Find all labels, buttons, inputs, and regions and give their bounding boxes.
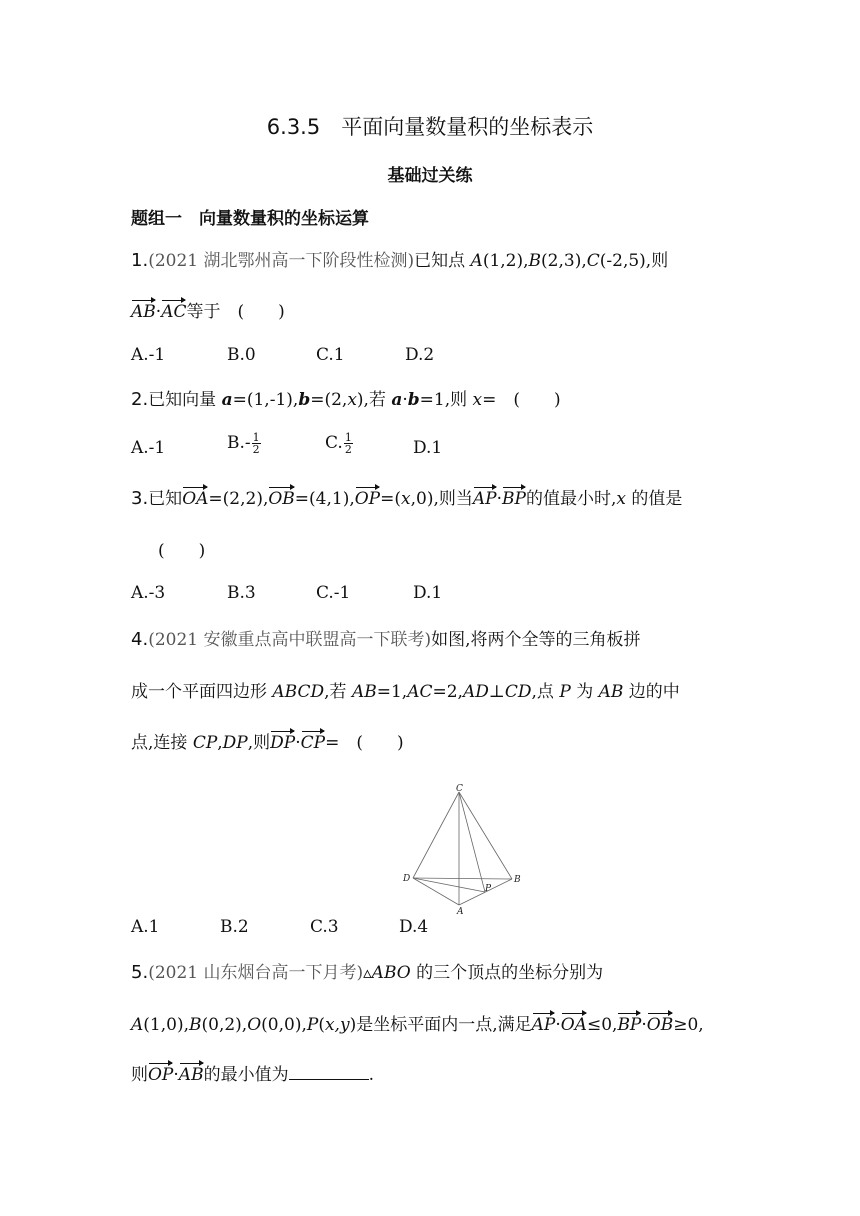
q3-text: =(2,2), [208, 489, 269, 509]
q3-text: =(4,1), [294, 489, 355, 509]
q1-a-coord: (1,2), [482, 251, 529, 271]
segment-ac: AC [407, 682, 433, 702]
q4-text: =2, [432, 682, 463, 702]
q1-number: 1. [131, 250, 149, 271]
q1-option-a: A.-1 [131, 345, 166, 365]
q1-point-a: A [470, 251, 483, 271]
segment-db [413, 878, 512, 879]
q4-text: ,则 [247, 733, 271, 753]
q5-text: ≤0, [586, 1015, 618, 1035]
q5-number: 5. [131, 962, 149, 983]
vector-bp: BP [617, 1015, 642, 1035]
q3-number: 3. [131, 488, 149, 509]
point-o: O [247, 1015, 262, 1035]
q5-text: . [368, 1065, 374, 1085]
q1-text: 已知点 [414, 251, 471, 271]
vector-a: a [391, 390, 403, 410]
q5-text: ≥0, [673, 1015, 704, 1035]
vector-ab: AB [131, 302, 156, 322]
vector-op: OP [354, 489, 381, 509]
q2-text: 已知向量 [148, 390, 222, 410]
q5-text: 的三个顶点的坐标分别为 [410, 963, 604, 983]
q4-option-c: C.3 [310, 917, 339, 937]
segment-ab: AB [598, 682, 624, 702]
triangle-symbol: ▵ [363, 963, 372, 983]
q5-text: 的最小值为 [203, 1065, 289, 1085]
segment-dp: DP [222, 733, 248, 753]
q4-option-b: B.2 [220, 917, 249, 937]
label-d: D [403, 874, 411, 884]
q4-tail: = ( ) [325, 733, 404, 753]
q3-text: 的值最小时, [525, 489, 617, 509]
q3-answer-paren: ( ) [158, 541, 206, 561]
q5-text: ( [318, 1015, 325, 1035]
vector-ob: OB [646, 1015, 674, 1035]
q2-option-b [227, 432, 262, 455]
label-a: A [457, 907, 464, 917]
q4-text: , [217, 733, 223, 753]
q5-source: (2021 山东烟台高一下月考) [148, 963, 364, 983]
segment-cp: CP [192, 733, 218, 753]
q5-line-1 [131, 958, 603, 983]
q2-b-coord: =(2, [310, 390, 348, 410]
q3-text: ,0),则当 [410, 489, 473, 509]
q2-option-b-label: B.- [227, 433, 251, 453]
q2-option-c [325, 432, 354, 455]
vector-ap: AP [472, 489, 497, 509]
vector-b: b [298, 390, 311, 410]
q1-point-b: B [528, 251, 542, 271]
page-title: 6.3.5 平面向量数量积的坐标表示 [266, 115, 594, 139]
q1-option-b: B.0 [227, 345, 256, 365]
fraction-numerator: 1 [344, 431, 352, 444]
q1-point-c: C [586, 251, 600, 271]
q2-option-a: A.-1 [131, 438, 166, 458]
quadrilateral-figure [395, 780, 535, 920]
point-b: B [189, 1015, 202, 1035]
q4-text: ,点 [531, 682, 560, 702]
q3-line-1 [131, 484, 682, 509]
var-x: x [347, 390, 357, 410]
dot-operator: · [295, 733, 301, 753]
q4-source: (2021 安徽重点高中联盟高一下联考) [148, 630, 432, 650]
q2-option-d: D.1 [413, 438, 443, 458]
fraction-denominator: 2 [252, 443, 260, 456]
q1-option-c: C.1 [316, 345, 345, 365]
fraction [344, 432, 353, 455]
dot-operator: · [155, 302, 162, 322]
q4-line-2 [131, 677, 680, 702]
q4-line-3 [131, 728, 404, 753]
vector-ac: AC [161, 302, 187, 322]
dot-operator: · [496, 489, 503, 509]
segment-da [413, 878, 459, 905]
q3-option-b: B.3 [227, 583, 256, 603]
vector-oa: OA [182, 489, 209, 509]
dot-operator: · [641, 1015, 647, 1035]
q4-line-1 [131, 625, 641, 650]
q1-tail: 等于 ( ) [186, 302, 285, 322]
vector-ob: OB [268, 489, 295, 509]
q4-text: 成一个平面四边形 [131, 682, 273, 702]
q5-text: 则 [131, 1065, 148, 1085]
q2-option-c-label: C. [325, 433, 343, 453]
q4-text: 点,连接 [131, 733, 193, 753]
q4-text: 如图,将两个全等的三角板拼 [431, 630, 641, 650]
q1-b-coord: (2,3), [541, 251, 587, 271]
fraction-numerator: 1 [252, 431, 260, 444]
q2-line-1 [131, 385, 561, 410]
segment-cd [413, 792, 459, 878]
vector-ap: AP [531, 1015, 556, 1035]
point-p: P [306, 1015, 319, 1035]
q4-text: 边的中 [623, 682, 680, 702]
segment-dp [413, 878, 485, 892]
quadrilateral-abcd: ABCD [272, 682, 325, 702]
vector-b: b [407, 390, 420, 410]
fraction [252, 432, 261, 455]
vector-dp: DP [270, 733, 296, 753]
vector-oa: OA [560, 1015, 587, 1035]
q2-number: 2. [131, 389, 149, 410]
vector-a: a [221, 390, 233, 410]
fraction-denominator: 2 [344, 443, 352, 456]
q3-option-a: A.-3 [131, 583, 166, 603]
q3-option-d: D.1 [413, 583, 443, 603]
q5-line-3 [131, 1060, 374, 1085]
q1-option-d: D.2 [405, 345, 435, 365]
segment-ab: AB [351, 682, 377, 702]
q4-text: 为 [570, 682, 599, 702]
var-x: x [401, 489, 411, 509]
dot-operator: · [555, 1015, 561, 1035]
dot-operator: · [402, 390, 408, 410]
q3-option-c: C.-1 [316, 583, 351, 603]
q5-line-2 [131, 1010, 704, 1035]
q5-text: (1,0), [143, 1015, 189, 1035]
label-c: C [456, 784, 463, 794]
q1-line-2 [131, 297, 285, 322]
q2-text-2: ),若 [356, 390, 392, 410]
label-p: P [485, 884, 492, 894]
answer-blank[interactable] [289, 1065, 369, 1080]
q3-text: =( [380, 489, 402, 509]
q5-text: )是坐标平面内一点,满足 [349, 1015, 532, 1035]
group-heading: 题组一 向量数量积的坐标运算 [131, 209, 369, 229]
segment-cb [459, 792, 512, 879]
segment-cp [459, 792, 485, 892]
q4-text: =1, [376, 682, 408, 702]
vector-op: OP [148, 1065, 174, 1085]
q5-text: (0,0), [261, 1015, 307, 1035]
point-p: P [559, 682, 571, 702]
section-subtitle: 基础过关练 [387, 166, 473, 186]
q4-number: 4. [131, 629, 149, 650]
segment-ad: AD [462, 682, 489, 702]
q4-option-d: D.4 [399, 917, 429, 937]
vector-bp: BP [502, 489, 526, 509]
q2-tail: = ( ) [482, 390, 561, 410]
var-xy: x,y [324, 1015, 350, 1035]
point-a: A [131, 1015, 144, 1035]
dot-operator: · [173, 1065, 179, 1085]
vector-ab: AB [178, 1065, 204, 1085]
segment-cd: CD [504, 682, 532, 702]
q2-text-3: =1,则 [419, 390, 473, 410]
q4-option-a: A.1 [131, 917, 160, 937]
q3-text: 的值是 [625, 489, 683, 509]
var-x: x [472, 390, 483, 410]
q4-text: ,若 [324, 682, 352, 702]
var-x: x [616, 489, 626, 509]
q1-line-1 [131, 246, 668, 271]
triangle-abo: ABO [371, 963, 411, 983]
q1-source: (2021 湖北鄂州高一下阶段性检测) [148, 251, 415, 271]
perpendicular-symbol: ⊥ [488, 682, 505, 702]
q5-text: (0,2), [201, 1015, 248, 1035]
label-b: B [514, 875, 521, 885]
vector-cp: CP [300, 733, 326, 753]
q1-c-coord: (-2,5),则 [599, 251, 669, 271]
q3-text: 已知 [148, 489, 183, 509]
q2-a-coord: =(1,-1), [232, 390, 299, 410]
